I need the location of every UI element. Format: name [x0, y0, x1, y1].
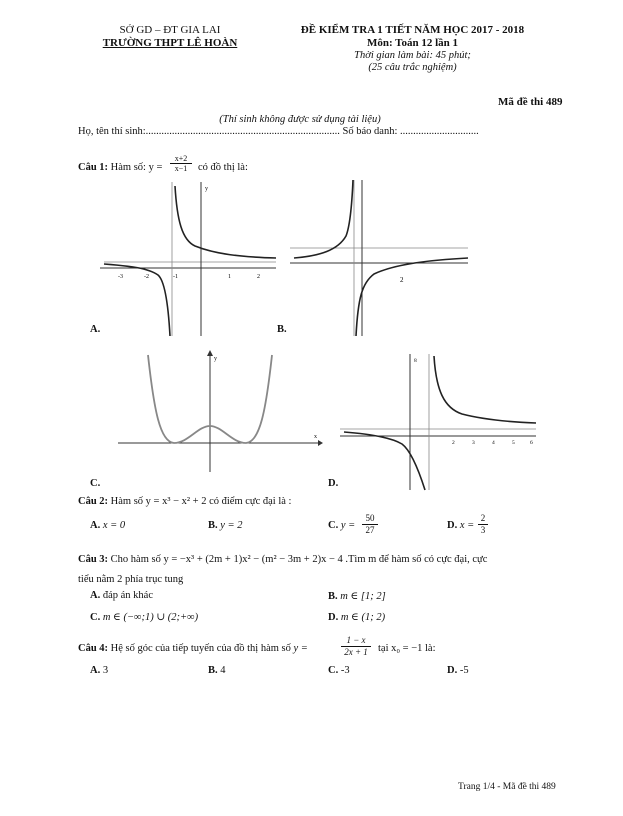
graph-a-tick-neg1: -1 — [173, 274, 178, 280]
q3-d-label: D. — [328, 612, 339, 623]
q2-d-den: 3 — [480, 525, 486, 535]
q2-c-label: C. — [328, 520, 339, 531]
q2-option-d[interactable] — [447, 520, 474, 531]
q4-text-before: Hệ số góc của tiếp tuyến của đồ thị hàm số — [110, 643, 291, 654]
q1-fraction — [170, 154, 192, 173]
q3-label: Câu 3: — [78, 554, 109, 565]
graph-d — [340, 350, 540, 492]
school-name: TRƯỜNG THPT LÊ HOÀN — [102, 37, 238, 49]
q3-c-label: C. — [90, 612, 101, 623]
q4-text-after: tại x₀ = −1 là: — [378, 643, 436, 654]
graph-a — [100, 180, 278, 338]
q1-label: Câu 1: — [78, 162, 109, 173]
exam-subject: Môn: Toán 12 lần 1 — [366, 37, 459, 49]
q4-fraction — [341, 635, 371, 658]
q3-a-label: A. — [90, 590, 101, 601]
exam-time: Thời gian làm bài: 45 phút; — [354, 50, 471, 61]
graph-b-tick-2: 2 — [400, 276, 404, 284]
graph-c — [118, 350, 323, 475]
q2-label: Câu 2: — [78, 496, 109, 507]
q1-stem — [78, 162, 162, 173]
q3-option-c[interactable] — [90, 611, 198, 623]
graph-c-x-label: x — [314, 434, 317, 440]
q3-option-a[interactable] — [90, 590, 153, 601]
no-materials-note: (Thí sinh không được sử dụng tài liệu) — [219, 114, 381, 125]
q2-d-num: 2 — [478, 513, 488, 525]
exam-code: Mã đề thi 489 — [498, 96, 563, 108]
q2-stem — [78, 496, 291, 507]
q4-label: Câu 4: — [78, 643, 109, 654]
q3-b-label: B. — [328, 591, 338, 602]
q1-frac-num: x+2 — [170, 154, 192, 164]
q4-c-value: -3 — [340, 665, 350, 676]
option-b-label[interactable]: B. — [277, 324, 287, 335]
q3-option-d[interactable] — [328, 611, 385, 623]
q2-b-value: y = 2 — [220, 520, 243, 531]
graph-a-tick-1: 1 — [228, 274, 231, 280]
q1-text-after: có đồ thị là: — [198, 162, 248, 173]
q3-a-value: đáp án khác — [102, 590, 153, 601]
q4-option-d[interactable] — [447, 665, 469, 676]
q3-text: Cho hàm số y = −x³ + (2m + 1)x² − (m² − 3m + 2)x − 4 .Tìm m để hàm số có cực đại, cực — [110, 554, 488, 565]
graph-a-tick-2: 2 — [257, 274, 260, 280]
option-c-label[interactable]: C. — [90, 478, 101, 489]
q2-text: Hàm số y = x³ − x² + 2 có điểm cực đại là : — [110, 496, 292, 507]
dept-name: SỞ GD – ĐT GIA LAI — [119, 24, 221, 36]
graph-d-tick-y8: 8 — [414, 358, 417, 364]
graph-a-tick-neg2: -2 — [144, 274, 149, 280]
graph-d-tick-6: 6 — [530, 440, 533, 446]
q2-a-value: x = 0 — [102, 520, 126, 531]
q4-frac-pre: y = — [293, 643, 308, 654]
graph-a-y-label: y — [205, 186, 208, 192]
option-d-label[interactable]: D. — [328, 478, 339, 489]
q2-c-pre: y = — [340, 520, 356, 531]
q2-d-pre: x = — [459, 520, 475, 531]
graph-d-tick-2: 2 — [452, 440, 455, 446]
graph-d-tick-4: 4 — [492, 440, 495, 446]
q4-b-label: B. — [208, 665, 218, 676]
q2-c-fraction — [362, 513, 378, 536]
q4-c-label: C. — [328, 665, 339, 676]
graph-d-tick-5: 5 — [512, 440, 515, 446]
q2-c-den: 27 — [365, 525, 375, 535]
q1-text-before: Hàm số: y = — [110, 162, 163, 173]
q3-option-b[interactable] — [328, 590, 386, 602]
graph-c-y-label: y — [214, 356, 217, 362]
q2-c-num: 50 — [362, 513, 378, 525]
page-footer: Trang 1/4 - Mã đề thi 489 — [458, 782, 556, 792]
q3-d-value: m ∈ (1; 2) — [340, 612, 386, 623]
student-info-line: Họ, tên thí sinh:.......................................................................... Số báo danh: .............................. — [78, 126, 479, 137]
option-a-label[interactable]: A. — [90, 324, 101, 335]
q4-option-b[interactable] — [208, 665, 226, 676]
q3-b-value: m ∈ [1; 2] — [340, 591, 386, 602]
q4-option-c[interactable] — [328, 665, 350, 676]
q4-option-a[interactable] — [90, 665, 108, 676]
graph-b — [290, 178, 470, 338]
q3-stem-line2: tiểu nằm 2 phía trục tung — [78, 574, 184, 585]
q2-option-a[interactable] — [90, 520, 125, 531]
q2-option-b[interactable] — [208, 520, 243, 531]
q4-stem — [78, 643, 308, 654]
q4-b-value: 4 — [220, 665, 226, 676]
q4-d-label: D. — [447, 665, 458, 676]
q2-d-label: D. — [447, 520, 458, 531]
q3-c-value: m ∈ (−∞;1) ∪ (2;+∞) — [102, 612, 199, 623]
q2-b-label: B. — [208, 520, 218, 531]
q4-frac-den: 2x + 1 — [344, 647, 368, 657]
q4-a-label: A. — [90, 665, 101, 676]
q4-a-value: 3 — [102, 665, 109, 676]
q2-d-fraction — [478, 513, 488, 536]
graph-d-tick-3: 3 — [472, 440, 475, 446]
question-count: (25 câu trắc nghiệm) — [368, 62, 457, 73]
q3-stem — [78, 554, 487, 565]
exam-title: ĐỀ KIỂM TRA 1 TIẾT NĂM HỌC 2017 - 2018 — [300, 24, 525, 36]
q4-d-value: -5 — [459, 665, 469, 676]
q2-option-c[interactable] — [328, 520, 355, 531]
q4-frac-num: 1 − x — [341, 635, 371, 647]
q2-a-label: A. — [90, 520, 101, 531]
graph-a-tick-neg3: -3 — [118, 274, 123, 280]
q1-frac-den: x−1 — [174, 164, 188, 173]
